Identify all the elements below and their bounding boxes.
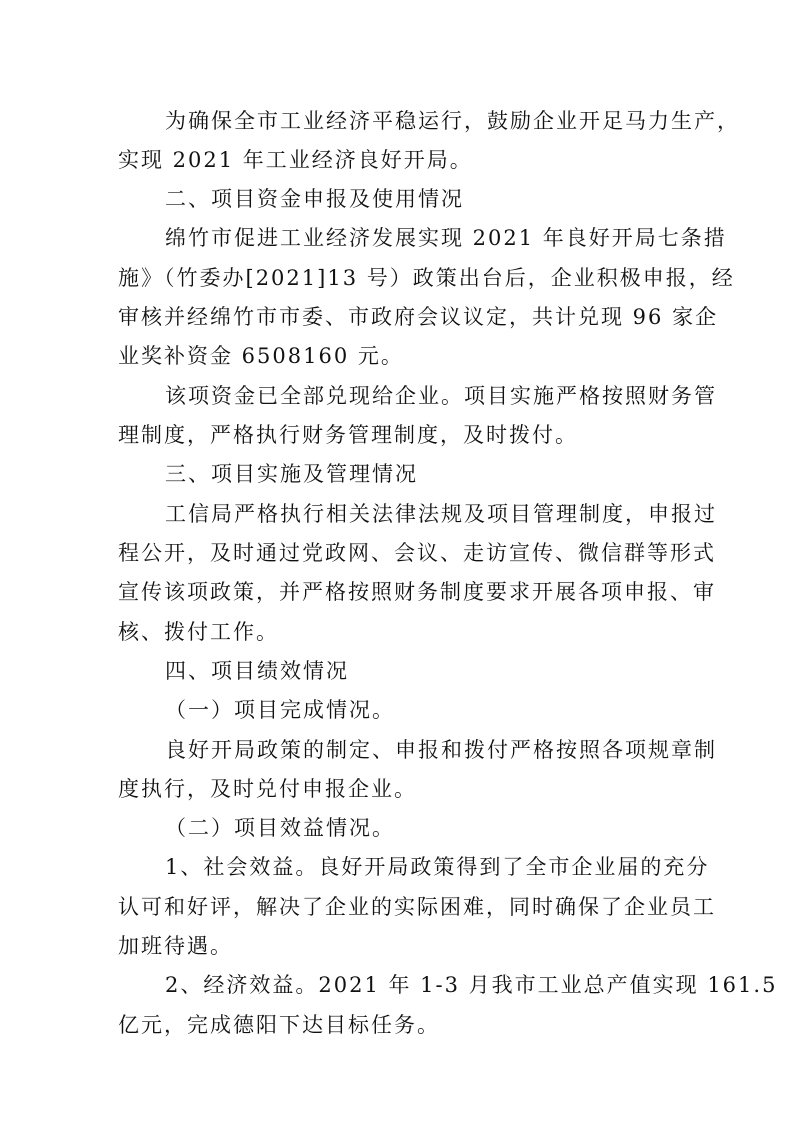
subsection-heading: （二）项目效益情况。 (165, 816, 395, 840)
paragraph-line: 业奖补资金 6508160 元。 (118, 344, 404, 368)
paragraph-line: 度执行，及时兑付申报企业。 (118, 777, 417, 801)
section-heading: 三、项目实施及管理情况 (165, 462, 418, 486)
paragraph-line: 理制度，严格执行财务管理制度，及时拨付。 (118, 423, 578, 447)
paragraph-line: 绵竹市促进工业经济发展实现 2021 年良好开局七条措 (165, 226, 727, 250)
paragraph-line: 认可和好评，解决了企业的实际困难，同时确保了企业员工 (118, 895, 716, 919)
paragraph-line: 核、拨付工作。 (118, 620, 279, 644)
paragraph-line: 宣传该项政策，并严格按照财务制度要求开展各项申报、审 (118, 580, 716, 604)
paragraph-line: 为确保全市工业经济平稳运行，鼓励企业开足马力生产， (165, 109, 740, 133)
subsection-heading: （一）项目完成情况。 (165, 698, 395, 722)
paragraph-line: 程公开，及时通过党政网、会议、走访宣传、微信群等形式 (118, 541, 716, 565)
section-heading: 四、项目绩效情况 (165, 659, 349, 683)
section-heading: 二、项目资金申报及使用情况 (165, 187, 464, 211)
paragraph-line: 2、经济效益。2021 年 1-3 月我市工业总产值实现 161.5 (165, 973, 778, 997)
paragraph-line: 实现 2021 年工业经济良好开局。 (118, 148, 473, 172)
paragraph-line: 加班待遇。 (118, 934, 233, 958)
paragraph-line: 该项资金已全部兑现给企业。项目实施严格按照财务管 (165, 384, 717, 408)
paragraph-line: 施》（竹委办[2021]13 号）政策出台后，企业积极申报，经 (118, 266, 735, 290)
paragraph-line: 工信局严格执行相关法律法规及项目管理制度，申报过 (165, 502, 717, 526)
paragraph-line: 亿元，完成德阳下达目标任务。 (118, 1013, 440, 1037)
paragraph-line: 1、社会效益。良好开局政策得到了全市企业届的充分 (165, 855, 710, 879)
paragraph-line: 审核并经绵竹市市委、市政府会议议定，共计兑现 96 家企 (118, 305, 719, 329)
paragraph-line: 良好开局政策的制定、申报和拨付严格按照各项规章制 (165, 738, 717, 762)
